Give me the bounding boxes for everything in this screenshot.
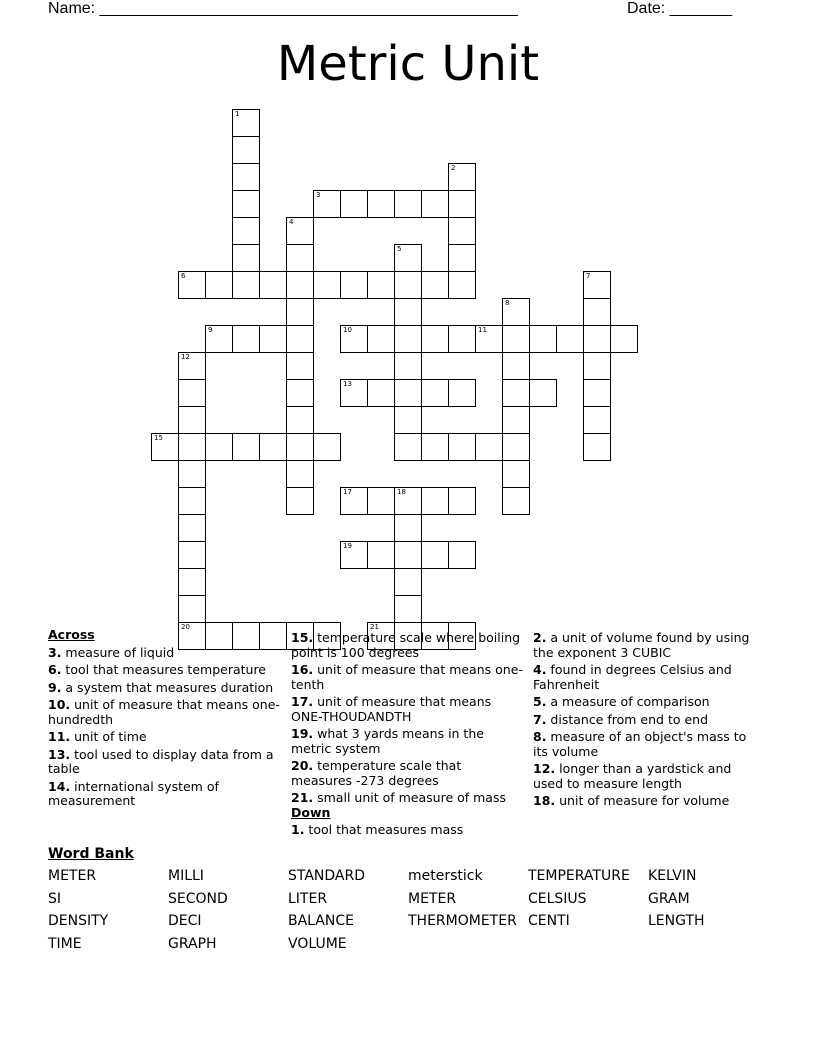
crossword-cell[interactable] <box>394 190 422 218</box>
clue-item <box>533 730 758 759</box>
crossword-cell[interactable] <box>394 244 422 272</box>
clue-text: measure of an object's mass to its volume <box>533 729 747 759</box>
crossword-cell[interactable] <box>502 379 530 407</box>
clue-number: 10 <box>343 326 352 334</box>
crossword-cell[interactable] <box>286 325 314 353</box>
crossword-cell[interactable] <box>448 163 476 191</box>
word-bank-row <box>48 913 768 936</box>
crossword-cell[interactable] <box>178 460 206 488</box>
crossword-cell[interactable] <box>448 325 476 353</box>
crossword-cell[interactable] <box>286 379 314 407</box>
word-bank-word: meterstick <box>408 868 483 884</box>
clue-number: 12 <box>181 353 190 361</box>
word-bank-word: LITER <box>288 890 328 907</box>
crossword-cell[interactable] <box>583 325 611 353</box>
clue-text: unit of measure for volume <box>555 793 730 808</box>
crossword-cell[interactable] <box>259 271 287 299</box>
clue-num: 17. <box>291 694 314 709</box>
clue-num: 13. <box>48 746 71 762</box>
clue-number: 11 <box>478 326 487 334</box>
word-bank-word: VOLUME <box>288 936 347 953</box>
crossword-cell[interactable] <box>394 379 422 407</box>
clue-num: 14. <box>48 778 71 794</box>
clues-column-1 <box>48 628 280 809</box>
word-bank-word: CELSIUS <box>528 890 587 907</box>
clue-item <box>533 695 758 710</box>
crossword-cell[interactable] <box>286 406 314 434</box>
crossword-cell[interactable] <box>232 109 260 137</box>
crossword-cell[interactable] <box>178 514 206 542</box>
clue-number: 3 <box>316 191 321 199</box>
crossword-cell[interactable] <box>502 433 530 461</box>
clue-text: unit of measure that means ONE-THOUDANDTH <box>291 694 492 724</box>
word-bank-word: CENTI <box>528 913 570 930</box>
clue-number: 5 <box>397 245 402 253</box>
crossword-cell[interactable] <box>340 487 368 515</box>
clue-text: a measure of comparison <box>546 694 710 709</box>
clue-item <box>291 631 523 660</box>
crossword-cell[interactable] <box>178 541 206 569</box>
crossword-cell[interactable] <box>394 487 422 515</box>
clue-item <box>48 780 280 809</box>
crossword-cell[interactable] <box>448 379 476 407</box>
crossword-cell[interactable] <box>448 190 476 218</box>
crossword-cell[interactable] <box>286 460 314 488</box>
clue-item <box>533 663 758 692</box>
crossword-cell[interactable] <box>232 325 260 353</box>
crossword-cell[interactable] <box>394 298 422 326</box>
clue-num: 18. <box>533 793 556 808</box>
clue-num: 5. <box>533 694 547 709</box>
word-bank-row <box>48 868 768 891</box>
clue-item <box>291 823 523 838</box>
clue-text: what 3 yards means in the metric system <box>291 726 484 756</box>
clue-text: unit of time <box>70 729 147 744</box>
crossword-cell[interactable] <box>178 271 206 299</box>
clue-number: 7 <box>586 272 591 280</box>
crossword-cell[interactable] <box>151 433 179 461</box>
crossword-cell[interactable] <box>421 433 449 461</box>
page-title: Metric Unit <box>276 36 540 92</box>
clue-item <box>48 663 280 678</box>
clue-number: 17 <box>343 488 352 496</box>
crossword-cell[interactable] <box>394 514 422 542</box>
crossword-cell[interactable] <box>448 217 476 245</box>
word-bank-word: GRAM <box>648 890 690 907</box>
clue-num: 19. <box>291 726 314 741</box>
crossword-cell[interactable] <box>529 379 557 407</box>
word-bank-row <box>48 936 768 959</box>
clue-text: found in degrees Celsius and Fahrenheit <box>533 662 732 692</box>
clue-text: a system that measures duration <box>61 679 274 695</box>
word-bank-word: LENGTH <box>648 913 705 930</box>
clue-text: temperature scale that measures -273 degrees <box>291 758 462 788</box>
clue-item <box>533 794 758 809</box>
crossword-cell[interactable] <box>421 379 449 407</box>
crossword-cell[interactable] <box>286 298 314 326</box>
crossword-cell[interactable] <box>394 271 422 299</box>
word-bank-word: METER <box>408 890 457 907</box>
clue-text: a unit of volume found by using the exponent 3 CUBIC <box>533 630 750 660</box>
clue-item <box>291 791 523 806</box>
word-bank-heading: Word Bank <box>48 846 134 862</box>
crossword-cell[interactable] <box>259 325 287 353</box>
crossword-cell[interactable] <box>583 379 611 407</box>
crossword-cell[interactable] <box>340 190 368 218</box>
clue-text: temperature scale where boiling point is 100 degrees <box>291 630 521 660</box>
crossword-cell[interactable] <box>421 325 449 353</box>
crossword-cell[interactable] <box>448 271 476 299</box>
crossword-cell[interactable] <box>313 190 341 218</box>
crossword-cell[interactable] <box>556 325 584 353</box>
crossword-cell[interactable] <box>232 271 260 299</box>
crossword-cell[interactable] <box>178 352 206 380</box>
crossword-cell[interactable] <box>205 325 233 353</box>
crossword-cell[interactable] <box>502 487 530 515</box>
crossword-cell[interactable] <box>502 325 530 353</box>
word-bank <box>48 868 768 959</box>
clue-number: 21 <box>370 623 379 631</box>
crossword-cell[interactable] <box>475 325 503 353</box>
clue-number: 1 <box>235 110 240 118</box>
word-bank-word: MILLI <box>168 868 204 884</box>
crossword-cell[interactable] <box>178 568 206 596</box>
clue-text: small unit of measure of mass <box>313 790 506 805</box>
crossword-cell[interactable] <box>340 271 368 299</box>
clue-num: 2. <box>533 630 547 645</box>
word-bank-row <box>48 891 768 914</box>
crossword-cell[interactable] <box>232 244 260 272</box>
crossword-cell[interactable] <box>178 487 206 515</box>
clue-number: 20 <box>181 623 190 631</box>
clues-column-3 <box>533 628 758 809</box>
crossword-cell[interactable] <box>178 406 206 434</box>
clue-text: distance from end to end <box>546 711 709 727</box>
word-bank-word: KELVIN <box>648 868 697 884</box>
clue-num: 20. <box>291 758 314 773</box>
crossword-cell[interactable] <box>286 244 314 272</box>
clue-number: 13 <box>343 380 352 388</box>
crossword-cell[interactable] <box>583 271 611 299</box>
clue-num: 7. <box>533 711 547 727</box>
crossword-cell[interactable] <box>394 433 422 461</box>
crossword-cell[interactable] <box>583 298 611 326</box>
crossword-cell[interactable] <box>475 433 503 461</box>
crossword-cell[interactable] <box>259 433 287 461</box>
clue-num: 8. <box>533 729 547 744</box>
crossword-cell[interactable] <box>583 433 611 461</box>
crossword-cell[interactable] <box>367 487 395 515</box>
crossword-cell[interactable] <box>313 433 341 461</box>
clue-number: 6 <box>181 272 186 280</box>
crossword-cell[interactable] <box>448 541 476 569</box>
crossword-cell[interactable] <box>502 298 530 326</box>
crossword-cell[interactable] <box>394 595 422 623</box>
crossword-cell[interactable] <box>313 271 341 299</box>
crossword-cell[interactable] <box>178 379 206 407</box>
clue-text: unit of measure that means one-tenth <box>291 662 523 692</box>
clue-num: 15. <box>291 630 314 645</box>
clues-column-2 <box>291 628 523 838</box>
crossword-cell[interactable] <box>232 217 260 245</box>
crossword-cell[interactable] <box>340 541 368 569</box>
crossword-cell[interactable] <box>529 325 557 353</box>
clue-item <box>291 727 523 756</box>
word-bank-word: DECI <box>168 913 202 930</box>
clue-num: 4. <box>533 662 547 677</box>
word-bank-word: STANDARD <box>288 868 366 884</box>
clue-num: 6. <box>48 662 62 677</box>
word-bank-word: THERMOMETER <box>408 913 517 930</box>
clue-item <box>291 695 523 724</box>
clue-number: 4 <box>289 218 294 226</box>
clue-item <box>48 646 280 661</box>
crossword-cell[interactable] <box>502 352 530 380</box>
crossword-cell[interactable] <box>583 406 611 434</box>
clue-item <box>533 762 758 791</box>
crossword-cell[interactable] <box>394 541 422 569</box>
crossword-cell[interactable] <box>448 433 476 461</box>
crossword-cell[interactable] <box>394 325 422 353</box>
word-bank-word: GRAPH <box>168 936 217 953</box>
clue-item <box>533 631 758 660</box>
clue-num: 16. <box>291 662 314 677</box>
clue-text: measure of liquid <box>61 644 175 660</box>
down-heading: Down <box>291 804 331 820</box>
clue-num: 9. <box>48 679 62 695</box>
crossword-cell[interactable] <box>232 433 260 461</box>
clue-item <box>48 730 280 745</box>
crossword-cell[interactable] <box>421 271 449 299</box>
crossword-cell[interactable] <box>367 325 395 353</box>
clue-number: 8 <box>505 299 510 307</box>
crossword-cell[interactable] <box>610 325 638 353</box>
clue-num: 3. <box>48 644 62 660</box>
crossword-cell[interactable] <box>178 595 206 623</box>
clue-item <box>48 698 280 727</box>
word-bank-word: SECOND <box>168 890 228 907</box>
word-bank-word: SI <box>48 890 62 907</box>
clue-item <box>48 681 280 696</box>
crossword-cell[interactable] <box>232 190 260 218</box>
crossword-cell[interactable] <box>367 379 395 407</box>
clue-text: tool that measures mass <box>304 822 464 837</box>
crossword-cell[interactable] <box>502 460 530 488</box>
clue-number: 9 <box>208 326 213 334</box>
crossword-cell[interactable] <box>583 352 611 380</box>
clue-text: international system of measurement <box>48 778 219 808</box>
word-bank-word: DENSITY <box>48 913 109 930</box>
clue-num: 10. <box>48 697 71 712</box>
word-bank-word: TEMPERATURE <box>528 868 630 884</box>
crossword-cell[interactable] <box>421 487 449 515</box>
date-field[interactable]: Date: _______ <box>627 0 732 17</box>
crossword-cell[interactable] <box>286 487 314 515</box>
crossword-cell[interactable] <box>367 541 395 569</box>
clue-item <box>291 663 523 692</box>
crossword-cell[interactable] <box>394 352 422 380</box>
crossword-cell[interactable] <box>178 433 206 461</box>
clue-item <box>48 748 280 777</box>
crossword-cell[interactable] <box>502 406 530 434</box>
crossword-cell[interactable] <box>448 244 476 272</box>
clue-text: longer than a yardstick and used to measure length <box>533 761 732 791</box>
crossword-cell[interactable] <box>340 379 368 407</box>
clue-item <box>533 713 758 728</box>
crossword-cell[interactable] <box>232 136 260 164</box>
clue-text: tool used to display data from a table <box>48 746 274 776</box>
crossword-cell[interactable] <box>286 217 314 245</box>
clue-text: tool that measures temperature <box>61 662 267 677</box>
crossword-cell[interactable] <box>394 406 422 434</box>
clue-number: 18 <box>397 488 406 496</box>
crossword-cell[interactable] <box>286 352 314 380</box>
across-heading: Across <box>48 627 95 642</box>
crossword-cell[interactable] <box>232 163 260 191</box>
crossword-cell[interactable] <box>367 190 395 218</box>
crossword-cell[interactable] <box>286 433 314 461</box>
clue-number: 15 <box>154 434 163 442</box>
crossword-cell[interactable] <box>448 487 476 515</box>
crossword-cell[interactable] <box>367 271 395 299</box>
name-field[interactable]: Name: _______________________________________________ <box>48 0 518 17</box>
crossword-cell[interactable] <box>340 325 368 353</box>
word-bank-word: METER <box>48 868 97 884</box>
clue-item <box>291 759 523 788</box>
clue-num: 11. <box>48 729 71 744</box>
word-bank-word: TIME <box>48 936 82 953</box>
clue-num: 1. <box>291 822 305 837</box>
crossword-cell[interactable] <box>421 541 449 569</box>
clue-text: unit of measure that means one-hundredth <box>48 697 280 727</box>
crossword-cell[interactable] <box>421 190 449 218</box>
crossword-cell[interactable] <box>394 568 422 596</box>
clue-number: 19 <box>343 542 352 550</box>
clue-num: 12. <box>533 761 556 776</box>
crossword-cell[interactable] <box>205 433 233 461</box>
clue-number: 2 <box>451 164 456 172</box>
crossword-cell[interactable] <box>205 271 233 299</box>
word-bank-word: BALANCE <box>288 913 354 930</box>
clue-num: 21. <box>291 790 314 805</box>
